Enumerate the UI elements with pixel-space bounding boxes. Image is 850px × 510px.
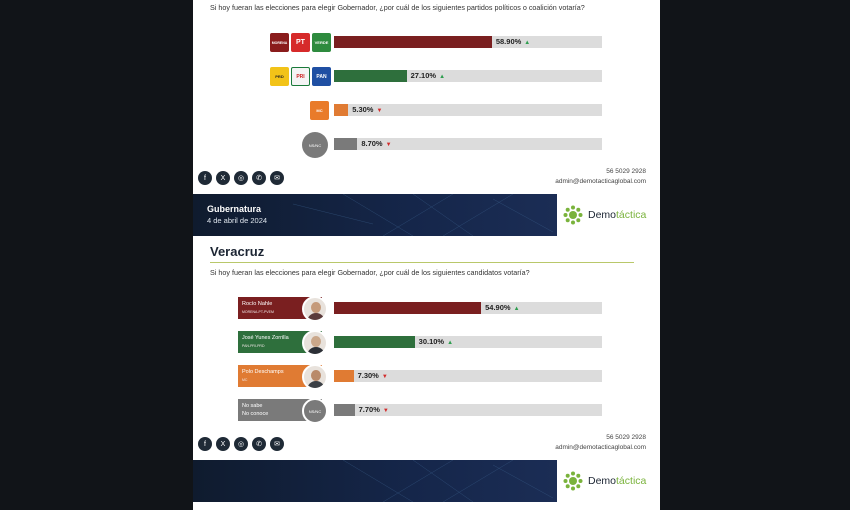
prd-logo: PRD: [270, 67, 289, 86]
chart-bar: [334, 404, 355, 416]
chart-bar: [334, 302, 481, 314]
nonc-label-1: No sabe: [242, 403, 263, 409]
contact-email: admin@demotacticaglobal.com: [555, 178, 646, 185]
brand-suffix: táctica: [616, 475, 647, 487]
data-label: 27.10% ▲: [410, 71, 446, 80]
candidate-name: José Yunes Zorrilla: [242, 335, 289, 341]
pan-logo: PAN: [312, 67, 331, 86]
facebook-icon[interactable]: f: [198, 171, 212, 185]
trend-down-icon: ▼: [376, 108, 383, 114]
party-row-nonc: [193, 133, 660, 157]
trend-up-icon: ▲: [447, 340, 454, 346]
candidate-photo: [302, 364, 328, 390]
social-links: [198, 437, 284, 451]
chart-bar: [334, 336, 415, 348]
header-banner: [193, 460, 660, 502]
facebook-icon[interactable]: f: [198, 437, 212, 451]
instagram-icon[interactable]: ◎: [234, 171, 248, 185]
chart-bar: [334, 370, 354, 382]
candidate-party: MC: [242, 378, 248, 382]
chart-bar: [334, 104, 348, 116]
data-label: 58.90% ▲: [495, 37, 531, 46]
trend-down-icon: ▼: [385, 142, 392, 148]
header-banner: [193, 194, 660, 236]
mc-logo: MC: [310, 101, 329, 120]
network-pattern: [193, 460, 557, 502]
nonc-logo: NS/NC: [302, 398, 328, 424]
section-title: Veracruz: [210, 244, 265, 259]
candidate-row-nonc: [193, 399, 660, 423]
x-icon[interactable]: X: [216, 437, 230, 451]
brand-logo: [563, 471, 646, 491]
verde-logo: VERDE: [312, 33, 331, 52]
nonc-label-2: No conoce: [242, 411, 269, 417]
candidate-photo: [302, 296, 328, 322]
contact-info: [555, 433, 646, 453]
trend-down-icon: ▼: [381, 374, 388, 380]
data-label: 54.90% ▲: [485, 303, 520, 312]
candidate-question: Si hoy fueran las elecciones para elegir Gobernador, ¿por cuál de los siguientes candidatos votaría?: [210, 268, 530, 277]
candidate-row-yunes: [193, 331, 660, 355]
data-label: 8.70% ▼: [361, 139, 392, 148]
chart-bar: [334, 70, 407, 82]
data-label: 5.30% ▼: [352, 105, 383, 114]
banner-title: Gubernatura: [207, 204, 262, 214]
party-question: Si hoy fueran las elecciones para elegir Gobernador, ¿por cuál de los siguientes partidos políticos o coalición votaría?: [210, 3, 585, 12]
social-links: [198, 171, 284, 185]
phone-icon[interactable]: ✆: [252, 437, 266, 451]
candidate-party: MORENA-PT-PVEM: [242, 310, 274, 314]
email-icon[interactable]: ✉: [270, 437, 284, 451]
network-pattern: [193, 194, 557, 236]
email-icon[interactable]: ✉: [270, 171, 284, 185]
candidate-party: PAN-PRI-PRD: [242, 344, 265, 348]
report-page: [193, 0, 660, 510]
party-row-morena: [193, 31, 660, 55]
pri-logo: PRI: [291, 67, 310, 86]
brand-prefix: Demo: [588, 475, 617, 487]
candidate-name: Polo Deschamps: [242, 369, 284, 375]
brand-suffix: táctica: [616, 209, 647, 221]
brand-mark-icon: [563, 471, 583, 491]
candidate-row-nahle: [193, 297, 660, 321]
party-row-pan-pri-prd: [193, 65, 660, 89]
banner-date: 4 de abril de 2024: [207, 216, 268, 225]
contact-phone: 56 5029 2928: [606, 434, 646, 441]
candidate-name: Rocío Nahle: [242, 301, 273, 307]
banner-background: [193, 194, 557, 236]
candidate-photo: [302, 330, 328, 356]
contact-phone: 56 5029 2928: [606, 168, 646, 175]
data-label: 30.10% ▲: [418, 337, 454, 346]
contact-info: [555, 167, 646, 187]
phone-icon[interactable]: ✆: [252, 171, 266, 185]
x-icon[interactable]: X: [216, 171, 230, 185]
instagram-icon[interactable]: ◎: [234, 437, 248, 451]
trend-up-icon: ▲: [524, 40, 531, 46]
data-label: 7.70% ▼: [358, 405, 389, 414]
nonc-logo: NS/NC: [302, 132, 328, 158]
brand-prefix: Demo: [588, 209, 617, 221]
brand-logo: [563, 205, 646, 225]
chart-bar: [334, 36, 492, 48]
banner-background: [193, 460, 557, 502]
data-label: 7.30% ▼: [357, 371, 388, 380]
morena-logo: MORENA: [270, 33, 289, 52]
contact-email: admin@demotacticaglobal.com: [555, 444, 646, 451]
chart-bar: [334, 138, 357, 150]
trend-up-icon: ▲: [439, 74, 446, 80]
candidate-row-deschamps: [193, 365, 660, 389]
trend-down-icon: ▼: [382, 408, 389, 414]
trend-up-icon: ▲: [513, 306, 520, 312]
party-row-mc: [193, 99, 660, 123]
section-rule: [210, 262, 634, 263]
brand-mark-icon: [563, 205, 583, 225]
pt-logo: PT: [291, 33, 310, 52]
